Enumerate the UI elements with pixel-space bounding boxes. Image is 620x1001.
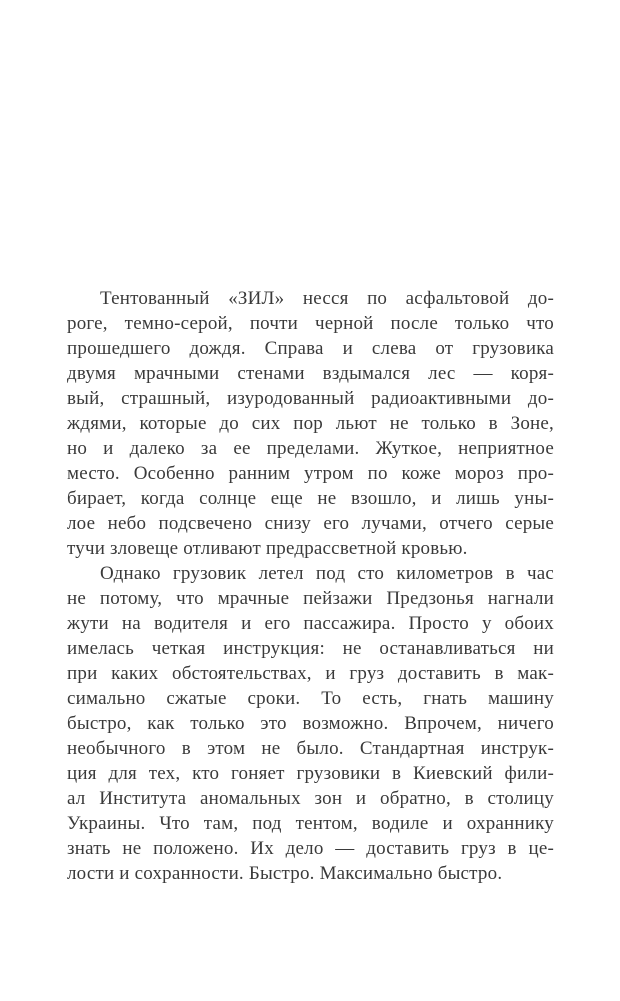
text-line: прошедшего дождя. Справа и слева от грузовика bbox=[67, 338, 554, 359]
text-line: необычного в этом не было. Стандартная инструк- bbox=[67, 738, 554, 759]
text-line: Украины. Что там, под тентом, водиле и охраннику bbox=[67, 813, 554, 834]
text-line: тучи зловеще отливают предрассветной кровью. bbox=[67, 538, 468, 559]
text-line: ция для тех, кто гоняет грузовики в Киевский фили- bbox=[67, 763, 554, 784]
text-line: Однако грузовик летел под сто километров в час bbox=[100, 563, 554, 584]
text-line: жути на водителя и его пассажира. Просто у обоих bbox=[67, 613, 554, 634]
text-line: роге, темно-серой, почти черной после только что bbox=[67, 313, 554, 334]
text-line: вый, страшный, изуродованный радиоактивными до- bbox=[67, 388, 554, 409]
text-line: имелась четкая инструкция: не останавливаться ни bbox=[67, 638, 554, 659]
text-line: быстро, как только это возможно. Впрочем, ничего bbox=[67, 713, 554, 734]
paragraph bbox=[67, 561, 554, 886]
text-line: бирает, когда солнце еще не взошло, и лишь уны- bbox=[67, 488, 554, 509]
text-line: симально сжатые сроки. То есть, гнать машину bbox=[67, 688, 554, 709]
text-line: ждями, которые до сих пор льют не только в Зоне, bbox=[67, 413, 554, 434]
text-line: не потому, что мрачные пейзажи Предзонья нагнали bbox=[67, 588, 554, 609]
text-line: лое небо подсвечено снизу его лучами, отчего серые bbox=[67, 513, 554, 534]
text-line: место. Особенно ранним утром по коже мороз про- bbox=[67, 463, 554, 484]
paragraph bbox=[67, 286, 554, 561]
text-line: Тентованный «ЗИЛ» несся по асфальтовой до- bbox=[100, 288, 554, 309]
text-line: двумя мрачными стенами вздымался лес — коря- bbox=[67, 363, 554, 384]
text-line: лости и сохранности. Быстро. Максимально быстро. bbox=[67, 863, 503, 884]
text-line: знать не положено. Их дело — доставить груз в це- bbox=[67, 838, 554, 859]
text-line: ал Института аномальных зон и обратно, в столицу bbox=[67, 788, 554, 809]
text-block bbox=[67, 286, 554, 886]
text-line: при каких обстоятельствах, и груз доставить в мак- bbox=[67, 663, 554, 684]
text-line: но и далеко за ее пределами. Жуткое, неприятное bbox=[67, 438, 554, 459]
